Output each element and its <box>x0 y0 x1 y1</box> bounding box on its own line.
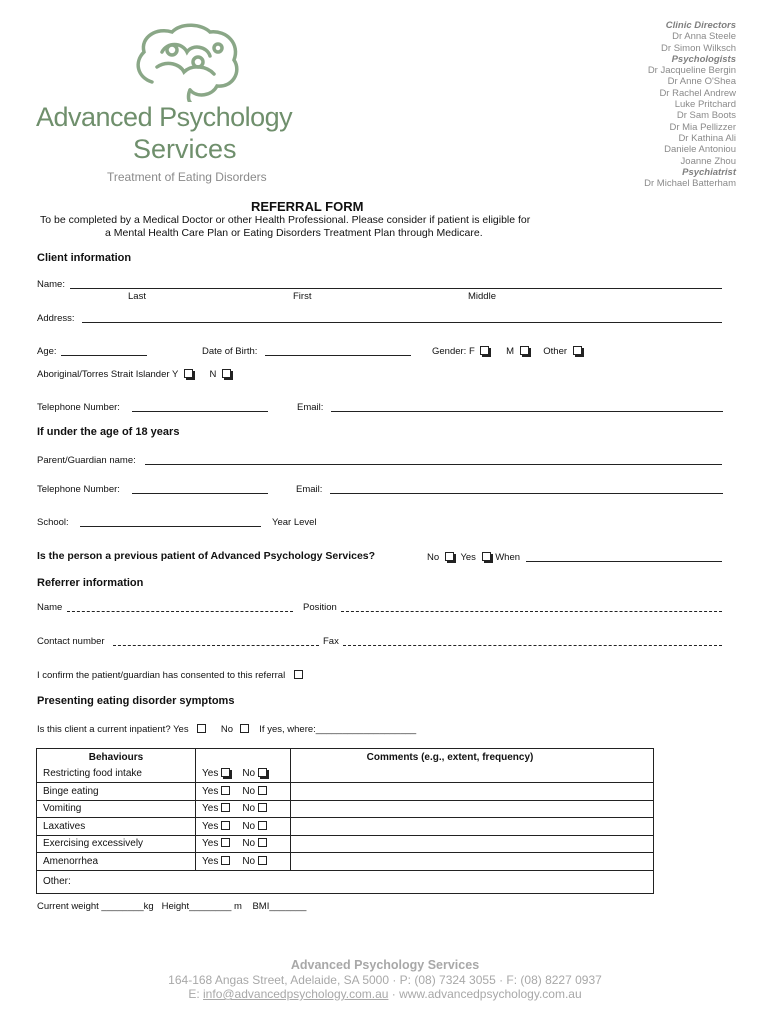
previous-yes-label: Yes <box>460 552 476 563</box>
guardian-field[interactable] <box>145 464 722 465</box>
dob-field[interactable] <box>265 355 411 356</box>
staff-member: Dr Rachel Andrew <box>659 87 736 99</box>
no-checkbox[interactable] <box>258 786 267 795</box>
client-info-heading: Client information <box>37 252 132 264</box>
email-field[interactable] <box>331 411 723 412</box>
staff-list <box>644 20 736 189</box>
atsi-n-label: N <box>209 369 217 380</box>
ref-fax-field[interactable] <box>343 645 722 646</box>
inpatient-no-label: No <box>220 724 234 735</box>
ref-position-field[interactable] <box>341 611 722 612</box>
comments-cell[interactable] <box>291 835 654 853</box>
yes-label: Yes <box>202 820 219 832</box>
yes-checkbox[interactable] <box>221 786 230 795</box>
inpatient-where-label: If yes, where:___________________ <box>259 724 417 735</box>
gender-other-checkbox[interactable] <box>573 346 582 355</box>
staff-member: Dr Sam Boots <box>676 110 736 122</box>
phone-label: Telephone Number: <box>37 402 120 413</box>
previous-no-label: No <box>427 552 440 563</box>
email-label: Email: <box>297 402 324 413</box>
no-label: No <box>242 855 256 867</box>
staff-member: Dr Anne O'Shea <box>667 76 736 88</box>
name-label: Name: <box>37 279 65 290</box>
other-label: Other: <box>43 876 71 887</box>
table-header-row <box>37 749 654 766</box>
ref-name-label: Name <box>37 602 63 613</box>
ref-contact-label: Contact number <box>37 636 105 647</box>
behaviour-label: Binge eating <box>37 783 196 801</box>
yes-checkbox[interactable] <box>221 856 230 865</box>
brain-logo-icon <box>132 22 244 102</box>
behaviour-label: Vomiting <box>37 800 196 818</box>
previous-when-field[interactable] <box>526 561 722 562</box>
yes-label: Yes <box>202 855 219 867</box>
phone2-label: Telephone Number: <box>37 484 120 495</box>
footer-email-link[interactable]: info@advancedpsychology.com.au <box>203 987 389 1001</box>
comments-cell[interactable] <box>291 853 654 871</box>
age-field[interactable] <box>61 355 147 356</box>
gender-f-checkbox[interactable] <box>480 346 489 355</box>
inpatient-question: Is this client a current inpatient? Yes <box>37 724 189 735</box>
staff-member: Dr Mia Pellizzer <box>669 121 736 133</box>
year-label: Year Level <box>272 517 317 528</box>
staff-member: Dr Anna Steele <box>672 31 736 43</box>
no-checkbox[interactable] <box>258 768 267 777</box>
email2-field[interactable] <box>330 493 723 494</box>
comments-cell[interactable] <box>291 783 654 801</box>
comments-cell[interactable] <box>291 800 654 818</box>
middle-label: Middle <box>468 291 496 302</box>
gender-other-label: Other <box>543 346 568 357</box>
yes-checkbox[interactable] <box>221 838 230 847</box>
ref-position-label: Position <box>303 602 337 613</box>
dob-label: Date of Birth: <box>202 346 258 357</box>
previous-options <box>427 552 520 563</box>
yes-label: Yes <box>202 803 219 815</box>
table-row <box>37 853 654 871</box>
school-field[interactable] <box>80 526 261 527</box>
comments-header: Comments (e.g., extent, frequency) <box>291 749 654 766</box>
yes-label: Yes <box>202 785 219 797</box>
yes-checkbox[interactable] <box>221 768 230 777</box>
guardian-label: Parent/Guardian name: <box>37 455 136 466</box>
yes-no-cell <box>196 835 291 853</box>
gender-m-label: M <box>506 346 514 357</box>
yes-checkbox[interactable] <box>221 803 230 812</box>
inpatient-no-checkbox[interactable] <box>240 724 249 733</box>
yes-label: Yes <box>202 768 219 780</box>
yes-no-cell <box>196 853 291 871</box>
behaviour-label: Exercising excessively <box>37 835 196 853</box>
yes-no-cell <box>196 766 291 783</box>
age-label: Age: <box>37 346 57 357</box>
last-label: Last <box>128 291 146 302</box>
staff-member: Joanne Zhou <box>680 155 736 167</box>
atsi-yes-checkbox[interactable] <box>184 369 193 378</box>
behaviour-label: Amenorrhea <box>37 853 196 871</box>
under18-heading: If under the age of 18 years <box>37 426 180 438</box>
behaviours-table <box>36 748 654 894</box>
no-label: No <box>242 768 256 780</box>
yes-checkbox[interactable] <box>221 821 230 830</box>
previous-when-label: When <box>495 552 521 563</box>
footer-contact <box>0 987 770 1001</box>
table-row <box>37 783 654 801</box>
form-title: REFERRAL FORM <box>251 199 364 214</box>
consent-label: I confirm the patient/guardian has consented to this referral <box>37 670 286 681</box>
table-row <box>37 835 654 853</box>
no-label: No <box>242 803 256 815</box>
ref-fax-label: Fax <box>323 636 339 647</box>
behaviour-label: Laxatives <box>37 818 196 836</box>
table-row <box>37 766 654 783</box>
yes-label: Yes <box>202 838 219 850</box>
footer-org: Advanced Psychology Services <box>290 958 480 972</box>
consent-checkbox[interactable] <box>294 670 303 679</box>
staff-member: Luke Pritchard <box>674 99 736 111</box>
intro-line2: a Mental Health Care Plan or Eating Disorders Treatment Plan through Medicare. <box>105 227 483 239</box>
symptoms-heading: Presenting eating disorder symptoms <box>37 695 235 707</box>
logo-name-line1: Advanced Psychology <box>36 102 293 132</box>
staff-member: Daniele Antoniou <box>664 144 736 156</box>
atsi-no-checkbox[interactable] <box>222 369 231 378</box>
address-field[interactable] <box>82 322 722 323</box>
name-field[interactable] <box>70 288 722 289</box>
address-label: Address: <box>37 313 75 324</box>
ref-name-field[interactable] <box>67 611 293 612</box>
previous-yes-checkbox[interactable] <box>482 552 491 561</box>
staff-role-heading: Psychologists <box>671 53 736 65</box>
email2-label: Email: <box>296 484 323 495</box>
previous-question: Is the person a previous patient of Advanced Psychology Services? <box>37 550 376 562</box>
inpatient-row <box>37 724 416 735</box>
measurements-row: Current weight ________kg Height________ m BMI_______ <box>37 901 307 912</box>
no-checkbox[interactable] <box>258 803 267 812</box>
no-checkbox[interactable] <box>258 821 267 830</box>
phone2-field[interactable] <box>132 493 268 494</box>
atsi-group <box>37 369 231 380</box>
staff-member: Dr Simon Wilksch <box>661 42 736 54</box>
staff-member: Dr Jacqueline Bergin <box>647 65 736 77</box>
no-label: No <box>242 838 256 850</box>
atsi-label: Aboriginal/Torres Strait Islander Y <box>37 369 179 380</box>
logo-name-line2: Services <box>133 134 237 164</box>
previous-no-checkbox[interactable] <box>445 552 454 561</box>
yes-no-cell <box>196 800 291 818</box>
no-label: No <box>242 785 256 797</box>
table-row <box>37 818 654 836</box>
behaviours-header: Behaviours <box>37 749 196 766</box>
referrer-heading: Referrer information <box>37 577 144 589</box>
staff-role-heading: Psychiatrist <box>682 166 736 178</box>
yes-no-header <box>196 749 291 766</box>
inpatient-yes-checkbox[interactable] <box>197 724 206 733</box>
intro-line1: To be completed by a Medical Doctor or other Health Professional. Please consider if patient is eligible for <box>40 214 531 226</box>
footer-website: · www.advancedpsychology.com.au <box>388 987 582 1001</box>
no-label: No <box>242 820 256 832</box>
staff-member: Dr Michael Batterham <box>644 178 736 190</box>
logo-tagline: Treatment of Eating Disorders <box>107 170 267 184</box>
school-label: School: <box>37 517 69 528</box>
other-cell[interactable] <box>37 870 654 893</box>
footer-address: 164-168 Angas Street, Adelaide, SA 5000 · P: (08) 7324 3055 · F: (08) 8227 0937 <box>168 973 602 987</box>
no-checkbox[interactable] <box>258 838 267 847</box>
yes-no-cell <box>196 783 291 801</box>
phone-field[interactable] <box>132 411 268 412</box>
table-row-other <box>37 870 654 893</box>
comments-cell[interactable] <box>291 818 654 836</box>
gender-m-checkbox[interactable] <box>520 346 529 355</box>
no-checkbox[interactable] <box>258 856 267 865</box>
footer-email-prefix: E: <box>188 987 204 1001</box>
yes-no-cell <box>196 818 291 836</box>
table-row <box>37 800 654 818</box>
gender-label: Gender: F <box>432 346 475 357</box>
behaviour-label: Restricting food intake <box>37 766 196 783</box>
staff-member: Dr Kathina Ali <box>678 132 736 144</box>
first-label: First <box>293 291 312 302</box>
gender-group <box>432 346 582 357</box>
consent-row <box>37 670 303 681</box>
ref-contact-field[interactable] <box>113 645 319 646</box>
staff-role-heading: Clinic Directors <box>665 20 736 31</box>
comments-cell[interactable] <box>291 766 654 783</box>
